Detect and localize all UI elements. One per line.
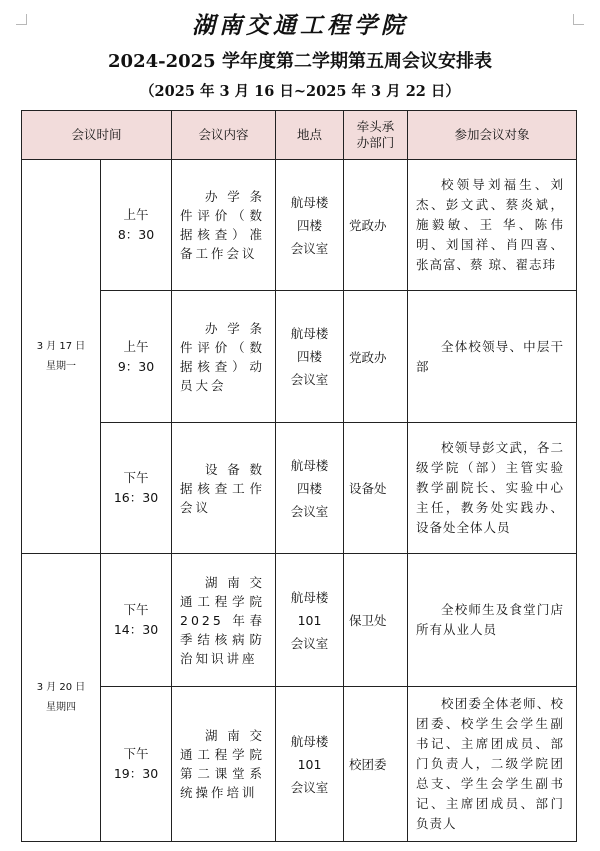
weekday-label: 星期四 [46, 701, 76, 713]
table-row [22, 687, 577, 842]
time-cell [101, 423, 172, 554]
time-cell [101, 554, 172, 687]
location-floor: 101 [297, 612, 322, 628]
location-cell [276, 423, 344, 554]
content-cell [172, 160, 276, 291]
location-cell [276, 554, 344, 687]
meeting-content: 办学条件评价（数据核查）准备工作会议 [180, 189, 266, 261]
header-dept [344, 111, 408, 160]
location-building: 航母楼 [290, 194, 329, 210]
period-label: 下午 [123, 746, 149, 761]
attendees-text: 校领导刘福生、刘杰、彭文武、蔡炎斌，施毅敏、王 华、陈伟明、刘国祥、肖四喜、张高富、蔡 琼、翟志玮 [416, 177, 565, 272]
time-cell [101, 687, 172, 842]
period-label: 上午 [123, 207, 149, 222]
time-label: 9：30 [117, 358, 155, 374]
attendees-cell [408, 291, 577, 423]
attendees-cell [408, 687, 577, 842]
content-cell [172, 554, 276, 687]
table-header-row [22, 111, 577, 160]
location-room: 会议室 [290, 503, 329, 519]
location-floor: 四楼 [297, 349, 323, 364]
attendees-cell [408, 423, 577, 554]
meeting-content: 设备数据核查工作会议 [180, 461, 266, 515]
header-dept-line2: 办部门 [356, 135, 395, 150]
content-cell [172, 423, 276, 554]
date-cell-day2 [22, 554, 101, 842]
table-row [22, 554, 577, 687]
attendees-text: 校领导彭文武，各二级学院（部）主管实验教学副院长、实验中心主任，教务处实践办、设备处全体人员 [416, 440, 565, 535]
location-room: 会议室 [290, 779, 329, 795]
location-building: 航母楼 [290, 326, 329, 341]
header-content: 会议内容 [172, 111, 276, 160]
header-time: 会议时间 [22, 111, 172, 160]
location-building: 航母楼 [290, 589, 329, 605]
location-floor: 四楼 [297, 480, 323, 496]
time-cell [101, 291, 172, 423]
date-range: （2025 年 3 月 16 日~2025 年 3 月 22 日） [140, 83, 460, 100]
date-cell-day1 [22, 160, 101, 554]
header-dept-line1: 牵头承 [356, 119, 395, 134]
location-building: 航母楼 [290, 733, 329, 749]
location-building: 航母楼 [290, 457, 329, 473]
location-room: 会议室 [290, 635, 329, 651]
time-cell [101, 160, 172, 291]
location-room: 会议室 [290, 240, 329, 256]
time-label: 16：30 [113, 490, 159, 505]
table-row [22, 423, 577, 554]
dept-cell: 设备处 [344, 423, 408, 554]
period-label: 下午 [123, 602, 149, 617]
attendees-text: 校团委全体老师、校团委、校学生会学生副书记、主席团成员、部门负责人，二级学院团总支、学生会学生副书记、主席团成员、部门负责人 [416, 696, 565, 831]
meeting-content: 办学条件评价（数据核查）动员大会 [180, 320, 266, 393]
meeting-schedule-table [21, 110, 577, 842]
location-floor: 101 [297, 756, 322, 772]
dept-cell: 党政办 [344, 160, 408, 291]
school-name: 湖南交通工程学院 [192, 12, 408, 39]
meeting-content: 湖南交通工程学院 2025 年春季结核病防治知识讲座 [180, 574, 266, 666]
dept-cell: 党政办 [344, 291, 408, 423]
time-label: 14：30 [113, 622, 159, 637]
attendees-cell [408, 160, 577, 291]
content-cell [172, 291, 276, 423]
dept-cell: 校团委 [344, 687, 408, 842]
time-label: 19：30 [113, 766, 159, 781]
meeting-content: 湖南交通工程学院第二课堂系统操作培训 [180, 728, 266, 800]
location-cell [276, 687, 344, 842]
table-row [22, 291, 577, 423]
location-cell [276, 291, 344, 423]
attendees-cell [408, 554, 577, 687]
header-attendees: 参加会议对象 [408, 111, 577, 160]
content-cell [172, 687, 276, 842]
weekday-label: 星期一 [46, 360, 76, 372]
header-location: 地点 [276, 111, 344, 160]
date-label: 3 月 17 日 [36, 340, 86, 352]
table-row [22, 160, 577, 291]
location-cell [276, 160, 344, 291]
date-label: 3 月 20 日 [36, 681, 86, 693]
time-label: 8：30 [117, 227, 155, 242]
period-label: 下午 [123, 470, 149, 485]
location-room: 会议室 [290, 372, 329, 387]
document-title: 2024-2025 学年度第二学期第五周会议安排表 [108, 51, 492, 72]
attendees-text: 全校师生及食堂门店所有从业人员 [416, 602, 565, 637]
dept-cell: 保卫处 [344, 554, 408, 687]
attendees-text: 全体校领导、中层干部 [416, 338, 565, 374]
period-label: 上午 [123, 338, 149, 354]
location-floor: 四楼 [297, 217, 323, 233]
